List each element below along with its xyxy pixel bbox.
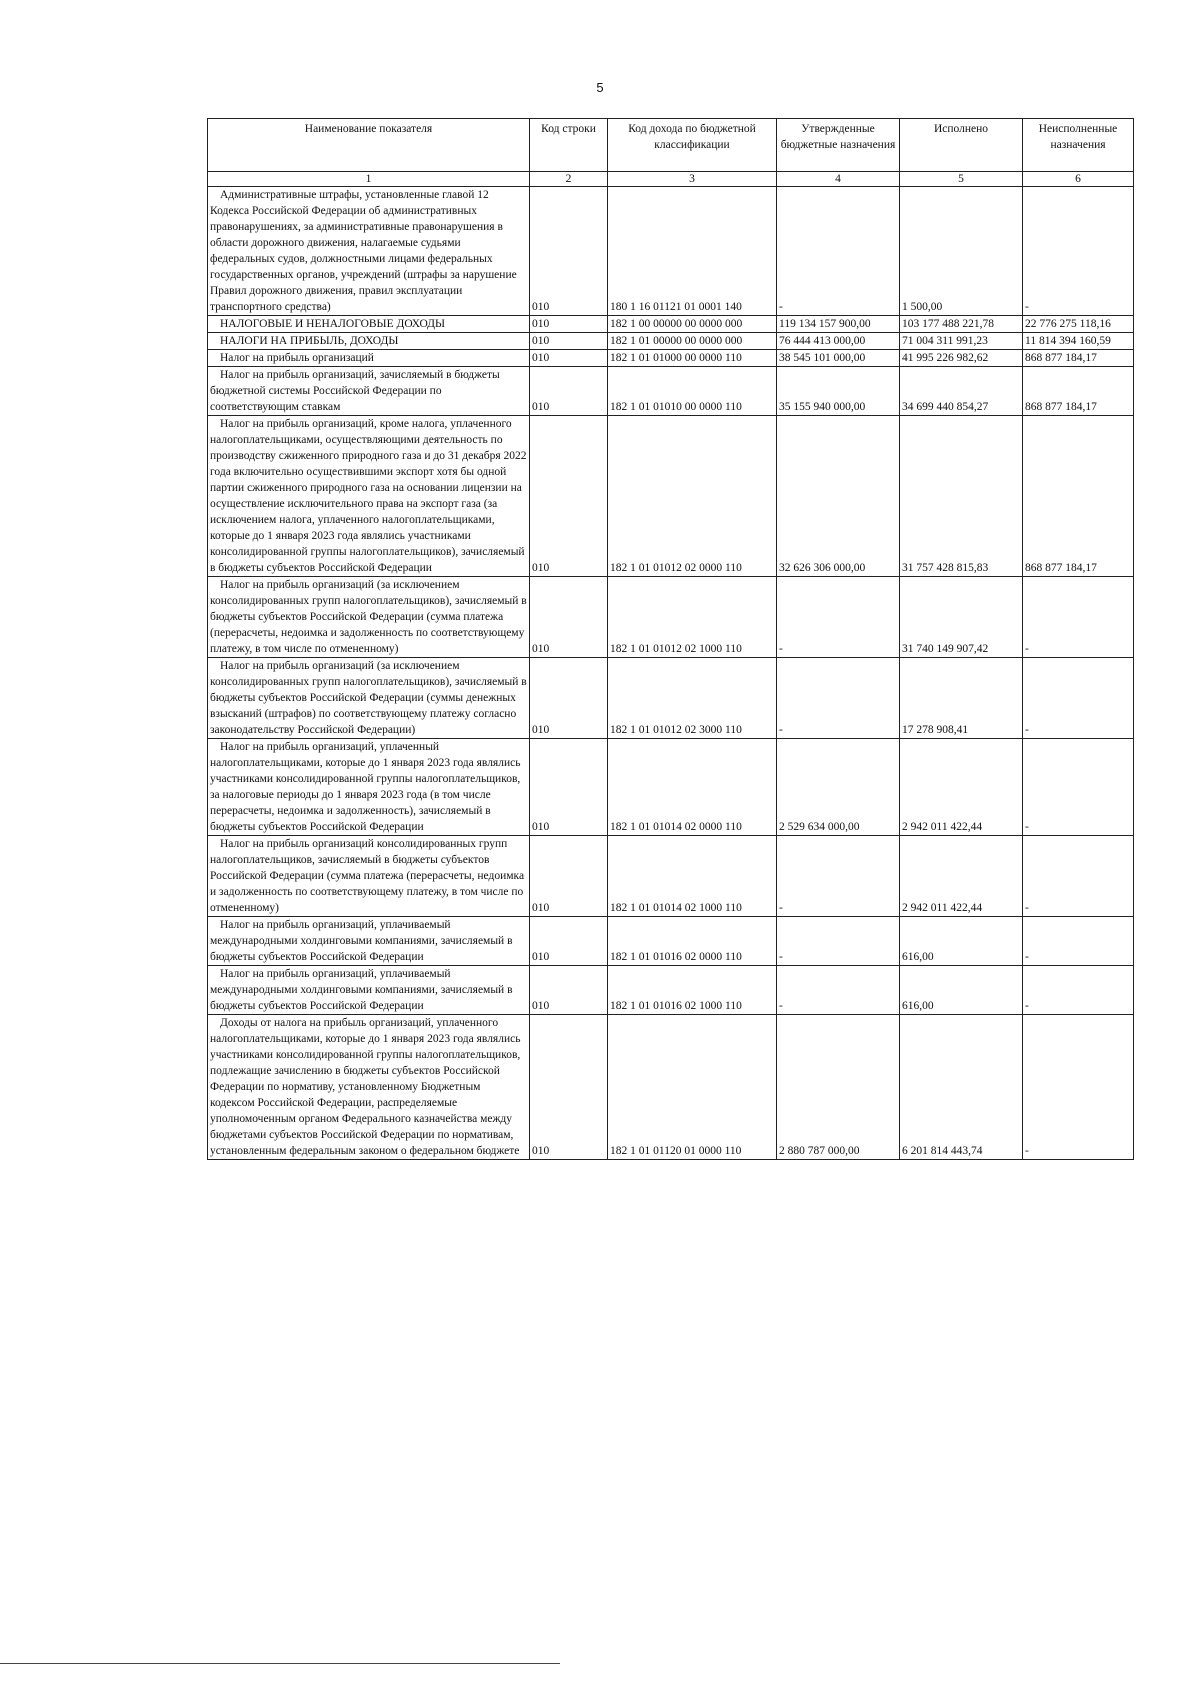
row-executed-amount: 2 942 011 422,44 (900, 836, 1023, 917)
row-indicator-name: Налог на прибыль организаций (за исключением консолидированных групп налогоплательщиков), зачисляемый в бюджеты субъектов Российской Федерации (сумма платежа (перерасчеты, недоимка и задолженность по соответствующему платежу, в том числе по отмененному) (208, 577, 530, 658)
row-unexecuted-amount: - (1023, 966, 1134, 1015)
row-indicator-name: Налог на прибыль организаций (208, 350, 530, 367)
row-indicator-name: Административные штрафы, установленные главой 12 Кодекса Российской Федерации об административных правонарушениях, за административные правонарушения в области дорожного движения, налагаемые судьями федеральных судов, должностными лицами федеральных государственных органов, учреждений (штрафы за нарушение Правил дорожного движения, правил эксплуатации транспортного средства) (208, 187, 530, 316)
column-number: 3 (608, 172, 777, 187)
page-number: 5 (596, 80, 604, 95)
row-executed-amount: 34 699 440 854,27 (900, 367, 1023, 416)
row-indicator-name: Налог на прибыль организаций, уплачиваемый международными холдинговыми компаниями, зачисляемый в бюджеты субъектов Российской Федерации (208, 917, 530, 966)
row-unexecuted-amount: - (1023, 917, 1134, 966)
row-income-code: 182 1 01 01016 02 1000 110 (608, 966, 777, 1015)
row-indicator-name: Налог на прибыль организаций, уплаченный налогоплательщиками, которые до 1 января 2023 года являлись участниками консолидированной группы налогоплательщиков, за налоговые периоды до 1 января 2023 года (в том числе перерасчеты, недоимка и задолженность), зачисляемый в бюджеты субъектов Российской Федерации (208, 739, 530, 836)
table-row (208, 836, 1134, 917)
row-line-code: 010 (530, 416, 608, 577)
header-unexecuted: Неисполненные назначения (1023, 119, 1134, 172)
table-row (208, 577, 1134, 658)
row-unexecuted-amount: 868 877 184,17 (1023, 367, 1134, 416)
row-approved-amount: 2 880 787 000,00 (777, 1015, 900, 1160)
header-executed: Исполнено (900, 119, 1023, 172)
table-row (208, 1015, 1134, 1160)
row-line-code: 010 (530, 187, 608, 316)
row-line-code: 010 (530, 333, 608, 350)
row-approved-amount: 32 626 306 000,00 (777, 416, 900, 577)
row-income-code: 182 1 01 01120 01 0000 110 (608, 1015, 777, 1160)
table-row (208, 350, 1134, 367)
table-row (208, 966, 1134, 1015)
row-unexecuted-amount: - (1023, 658, 1134, 739)
column-number-row (208, 172, 1134, 187)
row-line-code: 010 (530, 836, 608, 917)
row-unexecuted-amount: - (1023, 577, 1134, 658)
row-indicator-name: Налог на прибыль организаций, зачисляемый в бюджеты бюджетной системы Российской Федерации по соответствующим ставкам (208, 367, 530, 416)
row-unexecuted-amount: - (1023, 836, 1134, 917)
column-number: 6 (1023, 172, 1134, 187)
table-row (208, 739, 1134, 836)
row-approved-amount: 119 134 157 900,00 (777, 316, 900, 333)
row-line-code: 010 (530, 917, 608, 966)
row-income-code: 180 1 16 01121 01 0001 140 (608, 187, 777, 316)
row-executed-amount: 17 278 908,41 (900, 658, 1023, 739)
header-indicator-name: Наименование показателя (208, 119, 530, 172)
row-approved-amount: - (777, 577, 900, 658)
row-income-code: 182 1 01 01014 02 0000 110 (608, 739, 777, 836)
row-executed-amount: 1 500,00 (900, 187, 1023, 316)
row-approved-amount: - (777, 836, 900, 917)
row-executed-amount: 616,00 (900, 917, 1023, 966)
row-indicator-name: НАЛОГОВЫЕ И НЕНАЛОГОВЫЕ ДОХОДЫ (208, 316, 530, 333)
header-approved: Утвержденные бюджетные назначения (777, 119, 900, 172)
row-unexecuted-amount: 868 877 184,17 (1023, 416, 1134, 577)
row-executed-amount: 6 201 814 443,74 (900, 1015, 1023, 1160)
header-income-code: Код дохода по бюджетной классификации (608, 119, 777, 172)
row-executed-amount: 41 995 226 982,62 (900, 350, 1023, 367)
row-unexecuted-amount: 22 776 275 118,16 (1023, 316, 1134, 333)
table-row (208, 367, 1134, 416)
row-executed-amount: 2 942 011 422,44 (900, 739, 1023, 836)
row-income-code: 182 1 01 01000 00 0000 110 (608, 350, 777, 367)
row-income-code: 182 1 01 01012 02 0000 110 (608, 416, 777, 577)
row-indicator-name: Налог на прибыль организаций (за исключением консолидированных групп налогоплательщиков), зачисляемый в бюджеты субъектов Российской Федерации (суммы денежных взысканий (штрафов) по соответствующему платежу согласно законодательству Российской Федерации) (208, 658, 530, 739)
row-unexecuted-amount: 11 814 394 160,59 (1023, 333, 1134, 350)
row-executed-amount: 103 177 488 221,78 (900, 316, 1023, 333)
row-approved-amount: 35 155 940 000,00 (777, 367, 900, 416)
row-income-code: 182 1 01 01012 02 1000 110 (608, 577, 777, 658)
row-approved-amount: - (777, 917, 900, 966)
budget-execution-table (207, 118, 1134, 1160)
column-number: 4 (777, 172, 900, 187)
row-executed-amount: 616,00 (900, 966, 1023, 1015)
footer-divider (0, 1663, 560, 1664)
row-line-code: 010 (530, 1015, 608, 1160)
row-indicator-name: НАЛОГИ НА ПРИБЫЛЬ, ДОХОДЫ (208, 333, 530, 350)
row-unexecuted-amount: - (1023, 1015, 1134, 1160)
table-row (208, 187, 1134, 316)
row-unexecuted-amount: - (1023, 187, 1134, 316)
row-line-code: 010 (530, 350, 608, 367)
row-unexecuted-amount: 868 877 184,17 (1023, 350, 1134, 367)
column-number: 2 (530, 172, 608, 187)
row-indicator-name: Налог на прибыль организаций консолидированных групп налогоплательщиков, зачисляемый в бюджеты субъектов Российской Федерации (сумма платежа (перерасчеты, недоимка и задолженность по соответствующему платежу, в том числе по отмененному) (208, 836, 530, 917)
row-line-code: 010 (530, 966, 608, 1015)
row-income-code: 182 1 00 00000 00 0000 000 (608, 316, 777, 333)
table-row (208, 416, 1134, 577)
row-line-code: 010 (530, 658, 608, 739)
row-indicator-name: Налог на прибыль организаций, кроме налога, уплаченного налогоплательщиками, осуществляющими деятельность по производству сжиженного природного газа и до 31 декабря 2022 года включительно осуществившими экспорт хотя бы одной партии сжиженного природного газа на основании лицензии на осуществление исключительного права на экспорт газа (за исключением налога, уплаченного налогоплательщиками, которые до 1 января 2023 года являлись участниками консолидированной группы налогоплательщиков), зачисляемый в бюджеты субъектов Российской Федерации (208, 416, 530, 577)
row-line-code: 010 (530, 739, 608, 836)
row-income-code: 182 1 01 01012 02 3000 110 (608, 658, 777, 739)
row-line-code: 010 (530, 367, 608, 416)
row-executed-amount: 31 740 149 907,42 (900, 577, 1023, 658)
table-header-row (208, 119, 1134, 172)
column-number: 1 (208, 172, 530, 187)
row-executed-amount: 71 004 311 991,23 (900, 333, 1023, 350)
table-row (208, 658, 1134, 739)
table-row (208, 333, 1134, 350)
row-indicator-name: Доходы от налога на прибыль организаций, уплаченного налогоплательщиками, которые до 1 января 2023 года являлись участниками консолидированной группы налогоплательщиков, подлежащие зачислению в бюджеты субъектов Российской Федерации по нормативу, установленному Бюджетным кодексом Российской Федерации, распределяемые уполномоченным органом Федерального казначейства между бюджетами субъектов Российской Федерации по нормативам, установленным федеральным законом о федеральном бюджете (208, 1015, 530, 1160)
row-approved-amount: 2 529 634 000,00 (777, 739, 900, 836)
row-line-code: 010 (530, 316, 608, 333)
row-indicator-name: Налог на прибыль организаций, уплачиваемый международными холдинговыми компаниями, зачисляемый в бюджеты субъектов Российской Федерации (208, 966, 530, 1015)
row-executed-amount: 31 757 428 815,83 (900, 416, 1023, 577)
row-income-code: 182 1 01 00000 00 0000 000 (608, 333, 777, 350)
table-row (208, 316, 1134, 333)
row-unexecuted-amount: - (1023, 739, 1134, 836)
row-approved-amount: - (777, 187, 900, 316)
row-income-code: 182 1 01 01010 00 0000 110 (608, 367, 777, 416)
row-approved-amount: - (777, 966, 900, 1015)
header-line-code: Код строки (530, 119, 608, 172)
row-income-code: 182 1 01 01014 02 1000 110 (608, 836, 777, 917)
table-row (208, 917, 1134, 966)
row-approved-amount: 76 444 413 000,00 (777, 333, 900, 350)
row-approved-amount: - (777, 658, 900, 739)
row-approved-amount: 38 545 101 000,00 (777, 350, 900, 367)
row-line-code: 010 (530, 577, 608, 658)
column-number: 5 (900, 172, 1023, 187)
row-income-code: 182 1 01 01016 02 0000 110 (608, 917, 777, 966)
